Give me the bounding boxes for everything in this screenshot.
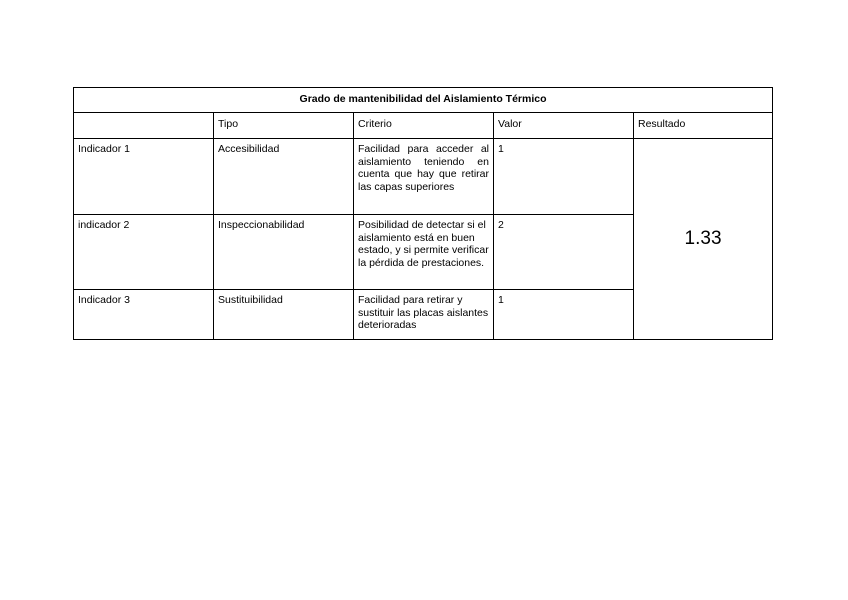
header-criterio: Criterio — [354, 113, 494, 139]
valor-cell: 1 — [494, 290, 634, 340]
header-tipo: Tipo — [214, 113, 354, 139]
header-valor: Valor — [494, 113, 634, 139]
table-title-row — [74, 88, 773, 113]
indicador-cell: Indicador 3 — [74, 290, 214, 340]
valor-cell: 2 — [494, 215, 634, 290]
indicador-cell: indicador 2 — [74, 215, 214, 290]
table-header-row — [74, 113, 773, 139]
indicador-cell: Indicador 1 — [74, 139, 214, 215]
maintainability-table — [73, 87, 773, 340]
tipo-cell: Inspeccionabilidad — [214, 215, 354, 290]
resultado-cell: 1.33 — [634, 139, 773, 340]
criterio-cell: Facilidad para retirar y sustituir las placas aislantes deterioradas — [354, 290, 494, 340]
criterio-cell: Posibilidad de detectar si el aislamiento está en buen estado, y si permite verificar la pérdida de prestaciones. — [354, 215, 494, 290]
header-resultado: Resultado — [634, 113, 773, 139]
tipo-cell: Sustituibilidad — [214, 290, 354, 340]
header-indicador — [74, 113, 214, 139]
table-title: Grado de mantenibilidad del Aislamiento Térmico — [74, 88, 773, 113]
criterio-cell: Facilidad para acceder al aislamiento teniendo en cuenta que hay que retirar las capas superiores — [354, 139, 494, 215]
table-row — [74, 139, 773, 215]
valor-cell: 1 — [494, 139, 634, 215]
tipo-cell: Accesibilidad — [214, 139, 354, 215]
